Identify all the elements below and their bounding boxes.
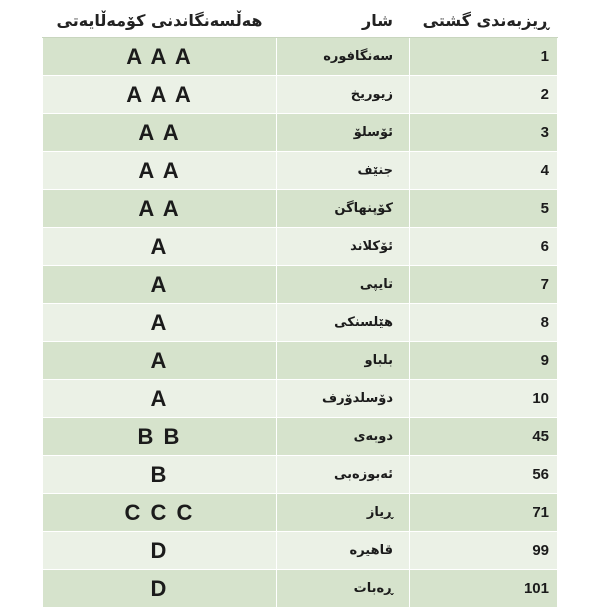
rating-cell: A A	[43, 190, 277, 228]
city-cell: دوبەی	[277, 418, 410, 456]
rank-cell: 9	[410, 342, 558, 380]
rank-cell: 45	[410, 418, 558, 456]
table-row	[43, 152, 558, 190]
city-cell: ئۆسلۆ	[277, 114, 410, 152]
table-row	[43, 304, 558, 342]
table-row	[43, 532, 558, 570]
rank-cell: 71	[410, 494, 558, 532]
city-cell: دۆسلدۆرف	[277, 380, 410, 418]
rank-cell: 7	[410, 266, 558, 304]
header-rating: هەڵسەنگاندنی کۆمەڵایەتی	[43, 3, 277, 38]
city-cell: زیوریخ	[277, 76, 410, 114]
rating-cell: A	[43, 266, 277, 304]
table-row	[43, 494, 558, 532]
rank-cell: 2	[410, 76, 558, 114]
table-row	[43, 456, 558, 494]
city-cell: ئەبوزەبی	[277, 456, 410, 494]
rank-cell: 1	[410, 38, 558, 76]
rating-cell: A	[43, 380, 277, 418]
city-cell: ڕیاز	[277, 494, 410, 532]
ranking-table	[42, 2, 558, 608]
table-row	[43, 342, 558, 380]
header-row	[43, 3, 558, 38]
table-row	[43, 418, 558, 456]
rank-cell: 99	[410, 532, 558, 570]
city-cell: ئۆکلاند	[277, 228, 410, 266]
table-row	[43, 38, 558, 76]
rank-cell: 4	[410, 152, 558, 190]
city-cell: ڕەبات	[277, 570, 410, 608]
rating-cell: C C C	[43, 494, 277, 532]
city-cell: قاهیرە	[277, 532, 410, 570]
rating-cell: A	[43, 304, 277, 342]
rating-cell: D	[43, 570, 277, 608]
rank-cell: 10	[410, 380, 558, 418]
table-row	[43, 570, 558, 608]
rating-cell: B	[43, 456, 277, 494]
header-rank: ڕیزبەندی گشتی	[410, 3, 558, 38]
rating-cell: A	[43, 228, 277, 266]
rank-cell: 56	[410, 456, 558, 494]
rank-cell: 6	[410, 228, 558, 266]
city-cell: سەنگافورە	[277, 38, 410, 76]
rating-cell: D	[43, 532, 277, 570]
rating-cell: A	[43, 342, 277, 380]
table-row	[43, 114, 558, 152]
table-body	[43, 38, 558, 608]
rank-cell: 101	[410, 570, 558, 608]
table-row	[43, 380, 558, 418]
table-row	[43, 266, 558, 304]
city-cell: بلباو	[277, 342, 410, 380]
table-row	[43, 76, 558, 114]
rating-cell: B B	[43, 418, 277, 456]
rating-cell: A A	[43, 152, 277, 190]
header-city: شار	[277, 3, 410, 38]
rank-cell: 8	[410, 304, 558, 342]
rank-cell: 5	[410, 190, 558, 228]
table-row	[43, 228, 558, 266]
rating-cell: A A	[43, 114, 277, 152]
city-cell: کۆپنهاگن	[277, 190, 410, 228]
rating-cell: A A A	[43, 38, 277, 76]
table-row	[43, 190, 558, 228]
rank-cell: 3	[410, 114, 558, 152]
rating-cell: A A A	[43, 76, 277, 114]
city-cell: تایپی	[277, 266, 410, 304]
city-cell: هێلسنکی	[277, 304, 410, 342]
city-cell: جنێف	[277, 152, 410, 190]
